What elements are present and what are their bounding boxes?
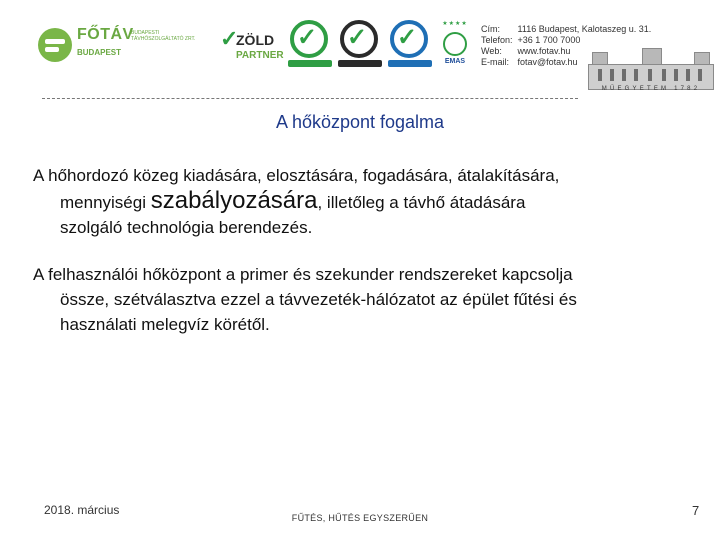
description-paragraph — [33, 262, 577, 337]
emas-emblem-icon — [443, 32, 467, 56]
emas-stars-icon: ★★★★ — [442, 21, 468, 27]
zold-partner-line1: ZÖLD — [236, 32, 275, 48]
contact-phone: +36 1 700 7000 — [517, 35, 581, 45]
definition-line-3: szolgáló technológia berendezés. — [60, 218, 313, 237]
description-line-1: A felhasználói hőközpont a primer és szekunder rendszereket kapcsolja — [33, 265, 573, 284]
zold-partner-line2: PARTNER — [236, 50, 284, 61]
eco-badge-2018-icon: ✓ — [388, 20, 432, 68]
contact-web: www.fotav.hu — [517, 46, 571, 56]
contact-address: 1116 Budapest, Kalotaszeg u. 31. — [517, 24, 652, 34]
footer-title: FŰTÉS, HŰTÉS EGYSZERŰEN — [291, 513, 429, 523]
page-number: 7 — [692, 503, 700, 518]
emas-logo — [438, 20, 472, 70]
fotav-logo-city: BUDAPEST — [77, 48, 122, 57]
slide-header — [0, 0, 720, 100]
fotav-logo — [38, 26, 208, 66]
contact-row-phone: Telefon: +36 1 700 7000 — [481, 35, 581, 45]
checkmark-icon: ✓ — [220, 26, 239, 51]
fotav-logo-subtitle: BUDAPESTI TÁVHŐSZOLGÁLTATÓ ZRT. — [131, 30, 196, 42]
eco-badge-2017-icon: ✓ — [338, 20, 382, 68]
university-building-image — [586, 50, 716, 94]
zold-partner-logo — [220, 24, 286, 70]
contact-row-address: Cím: 1116 Budapest, Kalotaszeg u. 31. — [481, 24, 652, 34]
emas-label: EMAS — [444, 58, 466, 65]
university-caption: MŰEGYETEM 1782 — [601, 86, 701, 92]
fotav-emblem-icon — [38, 28, 72, 62]
definition-paragraph — [33, 163, 559, 240]
contact-row-email: E-mail: fotav@fotav.hu — [481, 57, 578, 67]
emphasized-word: szabályozására — [150, 187, 318, 214]
eco-badge-2012-icon: ✓ — [288, 20, 332, 68]
slide-title: A hőközpont fogalma — [275, 112, 445, 132]
description-line-2: össze, szétválasztva ezzel a távvezeték-hálózatot az épület fűtési és — [60, 290, 577, 309]
contact-email: fotav@fotav.hu — [517, 57, 578, 67]
definition-line-2: mennyiségi szabályozására, illetőleg a távhő átadására — [60, 187, 526, 214]
fotav-logo-name: FŐTÁV — [77, 26, 134, 43]
footer-date: 2018. március — [44, 503, 120, 517]
header-divider — [42, 98, 578, 99]
contact-row-web: Web: www.fotav.hu — [481, 46, 571, 56]
description-line-3: használati melegvíz körétől. — [60, 315, 270, 334]
definition-line-1: A hőhordozó közeg kiadására, elosztására, fogadására, átalakítására, — [33, 166, 560, 185]
